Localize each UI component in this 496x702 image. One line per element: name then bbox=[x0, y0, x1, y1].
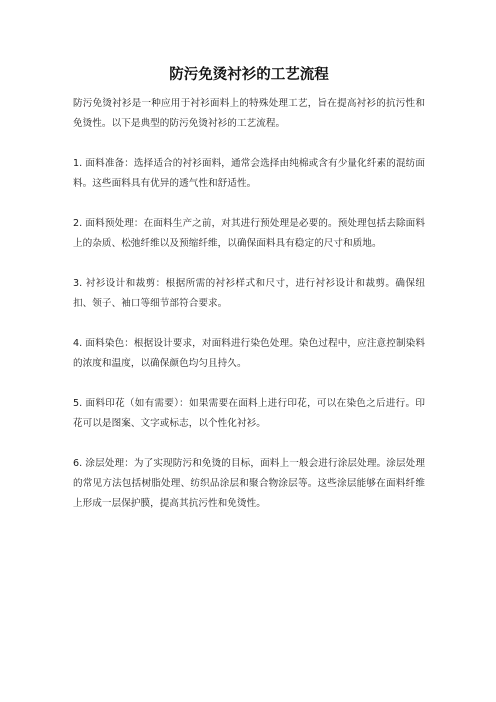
step-paragraph-1: 1. 面料准备：选择适合的衬衫面料，通常会选择由纯棉或含有少量化纤素的混纺面料。这些面料具有优异的透气性和舒适性。 bbox=[73, 158, 425, 189]
step-paragraph-3: 3. 衬衫设计和裁剪：根据所需的衬衫样式和尺寸，进行衬衫设计和裁剪。确保纽扣、领子、袖口等细节部符合要求。 bbox=[73, 278, 425, 309]
step-paragraph-5: 5. 面料印花（如有需要）：如果需要在面料上进行印花，可以在染色之后进行。印花可以是图案、文字或标志，以个性化衬衫。 bbox=[73, 398, 425, 429]
step-paragraph-6: 6. 涂层处理：为了实现防污和免烫的目标，面料上一般会进行涂层处理。涂层处理的常见方法包括树脂处理、纺织品涂层和聚合物涂层等。这些涂层能够在面料纤维上形成一层保护膜，提高其抗污性和免烫性。 bbox=[73, 458, 425, 509]
step-paragraph-2: 2. 面料预处理：在面料生产之前，对其进行预处理是必要的。预处理包括去除面料上的杂质、松弛纤维以及预缩纤维，以确保面料具有稳定的尺寸和质地。 bbox=[73, 218, 425, 249]
intro-paragraph: 防污免烫衬衫是一种应用于衬衫面料上的特殊处理工艺，旨在提高衬衫的抗污性和免烫性。以下是典型的防污免烫衬衫的工艺流程。 bbox=[73, 98, 425, 129]
document-title: 防污免烫衬衫的工艺流程 bbox=[169, 67, 329, 83]
step-paragraph-4: 4. 面料染色：根据设计要求，对面料进行染色处理。染色过程中，应注意控制染料的浓度和温度，以确保颜色均匀且持久。 bbox=[73, 338, 425, 369]
